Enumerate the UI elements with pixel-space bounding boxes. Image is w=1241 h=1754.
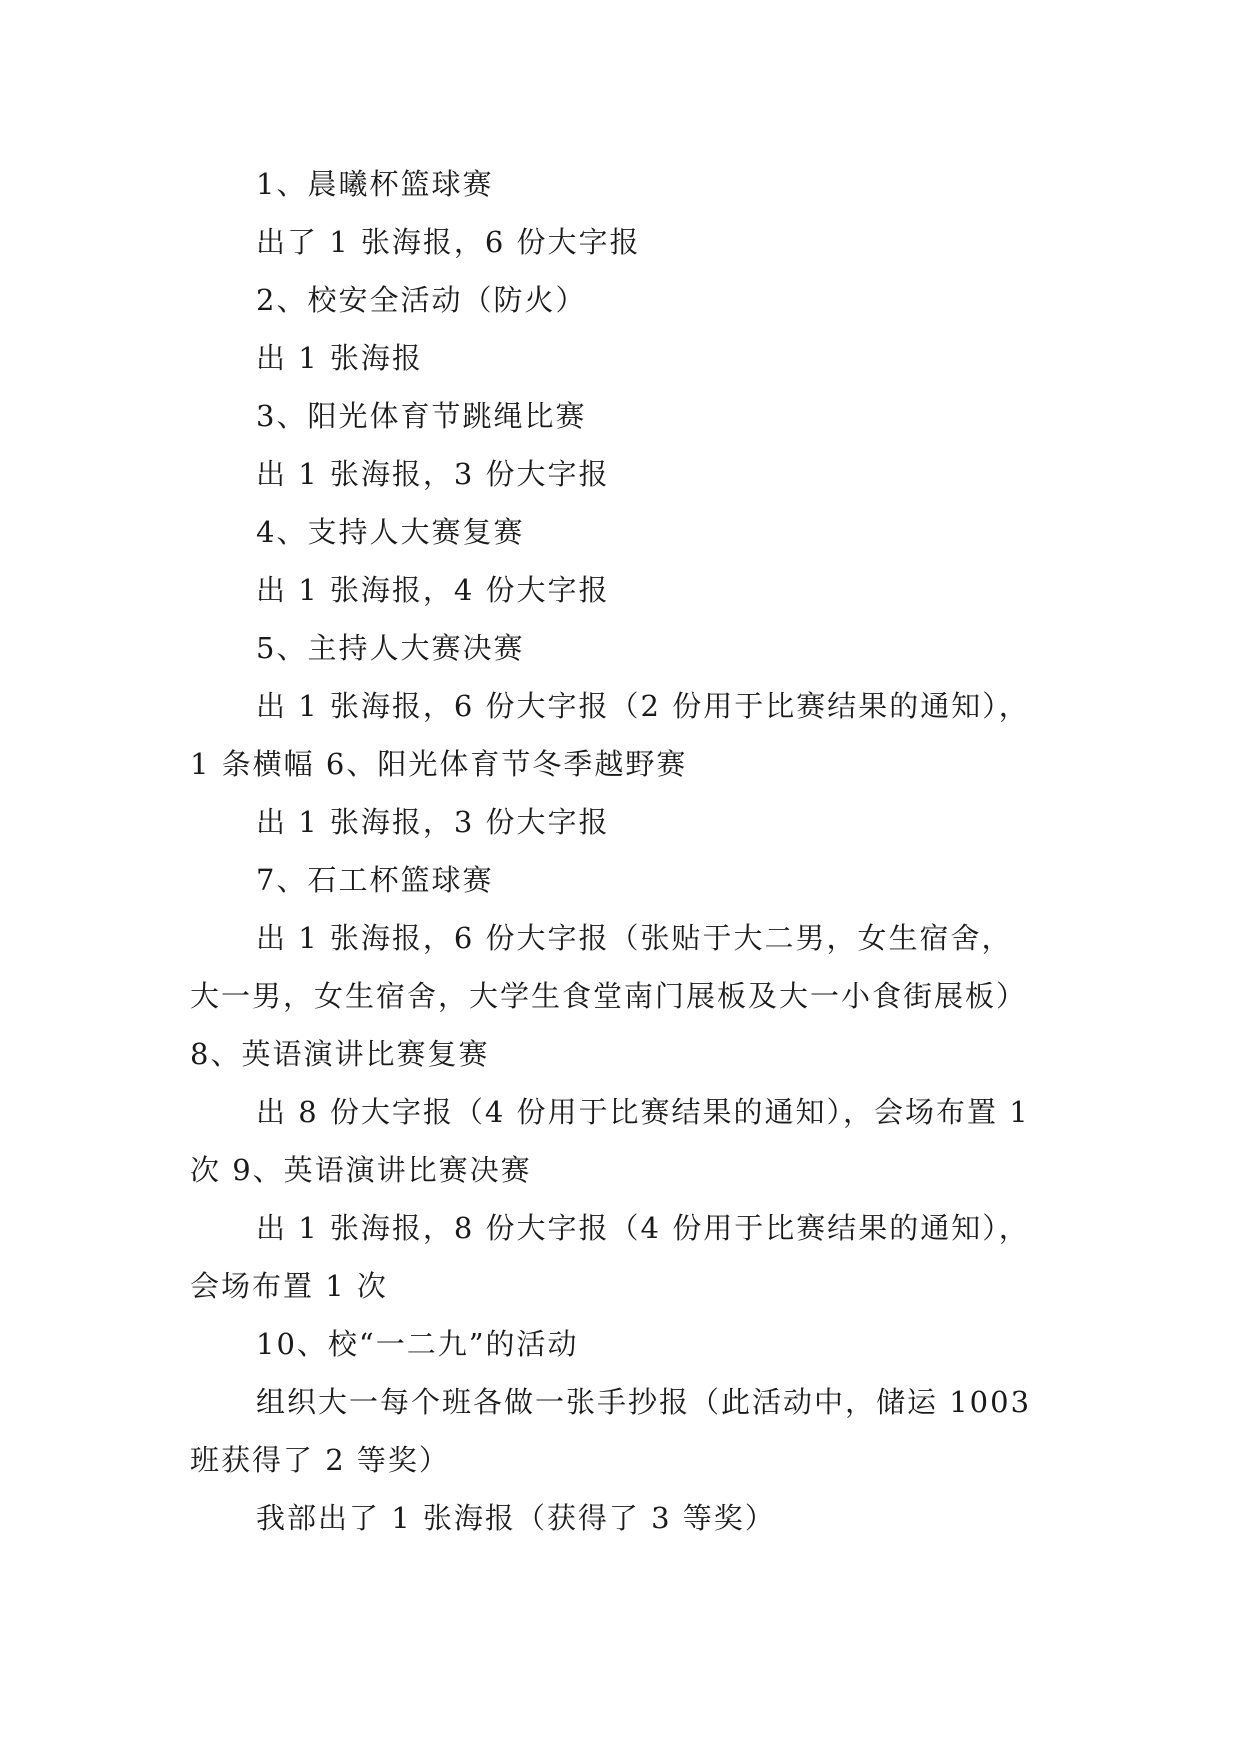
item-8-detail-line-2: 次 9、英语演讲比赛决赛 (190, 1153, 532, 1187)
item-9-detail-line-1: 出 1 张海报，8 份大字报（4 份用于比赛结果的通知）， (256, 1211, 1030, 1245)
item-4-title: 4、支持人大赛复赛 (256, 515, 525, 549)
item-10-detail-line-1: 组织大一每个班各做一张手抄报（此活动中，储运 1003 (256, 1385, 1032, 1419)
item-5-title: 5、主持人大赛决赛 (256, 631, 525, 665)
item-5-detail-line-1: 出 1 张海报，6 份大字报（2 份用于比赛结果的通知）， (256, 689, 1030, 723)
item-4-detail: 出 1 张海报，4 份大字报 (256, 573, 610, 607)
item-7-title: 7、石工杯篮球赛 (256, 863, 494, 897)
item-5-detail-line-2: 1 条横幅 6、阳光体育节冬季越野赛 (190, 747, 688, 781)
item-9-detail-line-2: 会场布置 1 次 (190, 1269, 388, 1303)
item-7-detail-line-1: 出 1 张海报，6 份大字报（张贴于大二男，女生宿舍， (256, 921, 1013, 955)
item-8-detail-line-1: 出 8 份大字报（4 份用于比赛结果的通知），会场布置 1 (256, 1095, 1030, 1129)
item-3-title: 3、阳光体育节跳绳比赛 (256, 399, 587, 433)
item-2-title: 2、校安全活动（防火） (256, 283, 587, 317)
item-8-title: 8、英语演讲比赛复赛 (190, 1037, 490, 1071)
item-10-detail-line-2: 班获得了 2 等奖） (190, 1443, 450, 1477)
item-10-title: 10、校“一二九”的活动 (256, 1327, 579, 1361)
item-6-detail: 出 1 张海报，3 份大字报 (256, 805, 610, 839)
item-1-title: 1、晨曦杯篮球赛 (256, 167, 494, 201)
item-2-detail: 出 1 张海报 (256, 341, 423, 375)
item-3-detail: 出 1 张海报，3 份大字报 (256, 457, 610, 491)
item-7-detail-line-2: 大一男，女生宿舍，大学生食堂南门展板及大一小食街展板） (190, 979, 1028, 1013)
item-1-detail: 出了 1 张海报，6 份大字报 (256, 225, 641, 259)
item-10-detail-line-3: 我部出了 1 张海报（获得了 3 等奖） (256, 1501, 776, 1535)
